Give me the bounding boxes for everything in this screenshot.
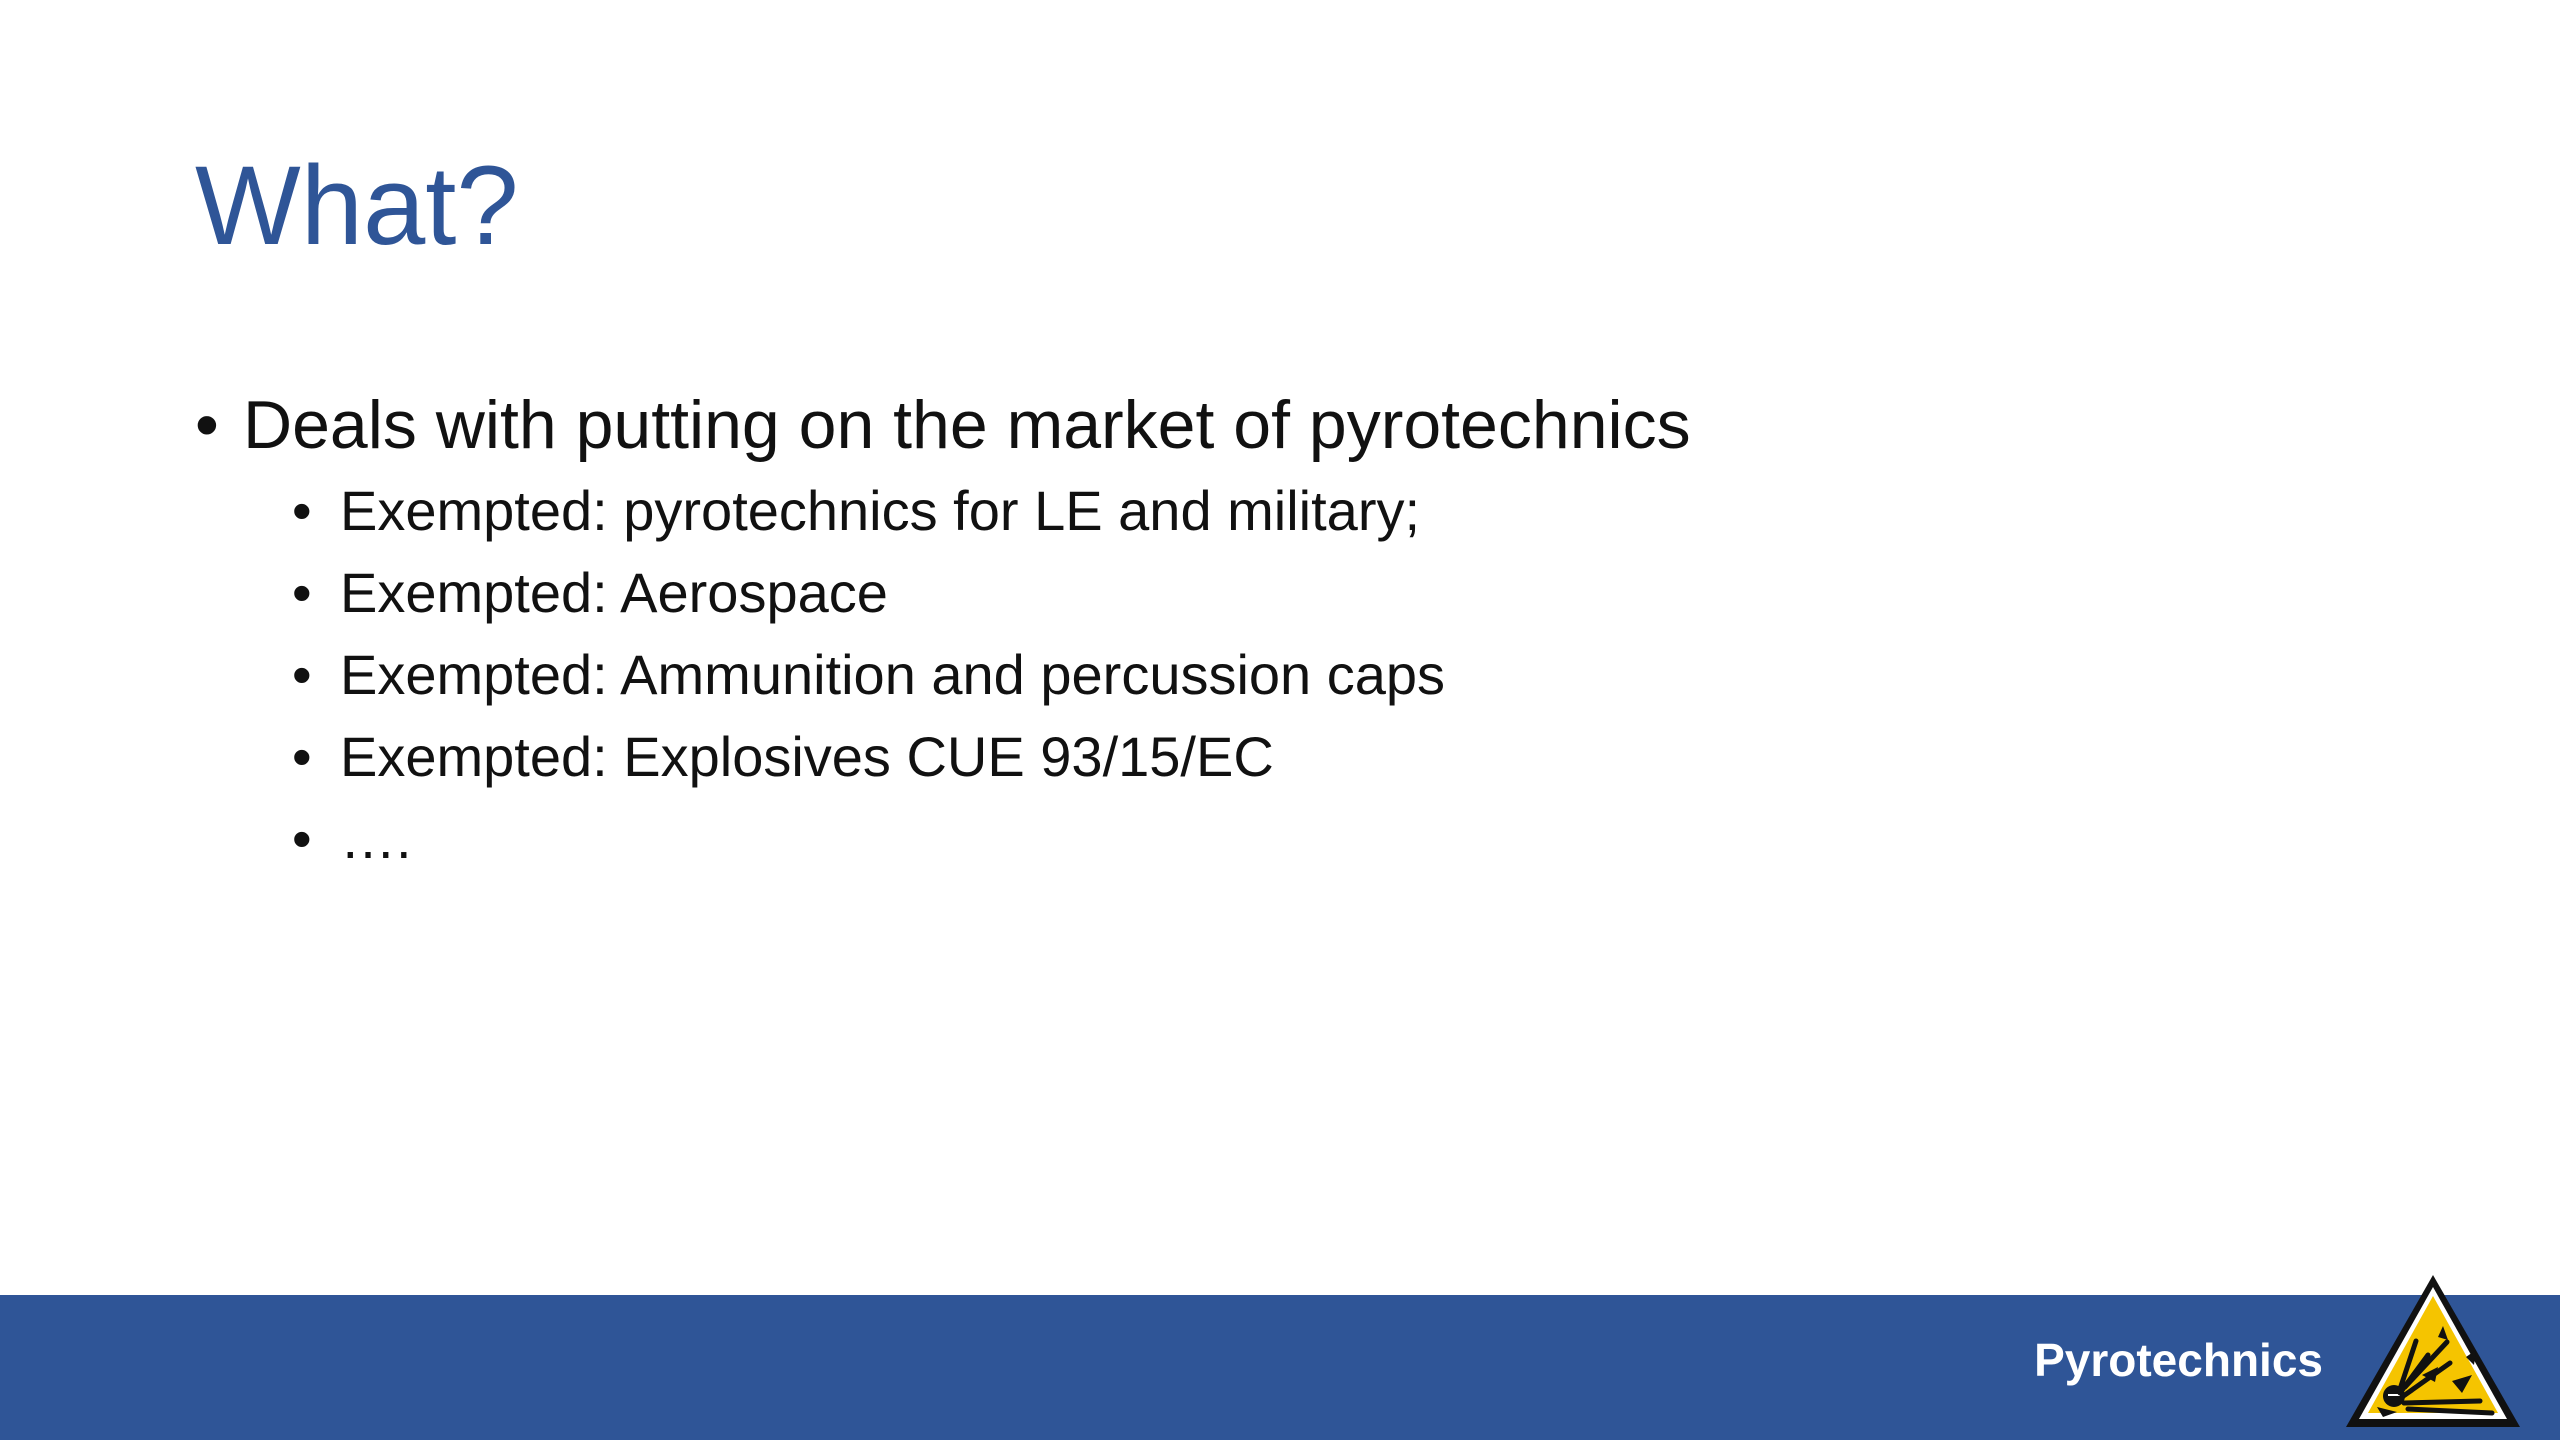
sub-bullet-item [292,559,2195,641]
bullet-icon: • [292,478,312,542]
footer-bar [0,1295,2560,1440]
bullet-icon: • [292,642,312,706]
sub-bullet-item [292,477,2195,559]
main-bullet-item [195,385,2195,467]
sub-bullet-text: Exempted: pyrotechnics for LE and military; [340,478,1421,542]
sub-bullet-item [292,641,2195,723]
sub-bullet-item [292,723,2195,805]
sub-bullet-text: Exempted: Ammunition and percussion caps [340,642,1446,706]
sub-bullet-list [195,477,2195,887]
bullet-icon: • [195,387,219,463]
explosive-hazard-icon [2342,1271,2524,1433]
bullet-icon: • [292,724,312,788]
sub-bullet-text: …. [340,806,412,870]
slide-title: What? [195,143,519,268]
sub-bullet-text: Exempted: Explosives CUE 93/15/EC [340,724,1274,788]
bullet-icon: • [292,560,312,624]
bullet-icon: • [292,806,312,870]
slide-content [195,385,2195,887]
main-bullet-text: Deals with putting on the market of pyrotechnics [243,387,1691,463]
sub-bullet-text: Exempted: Aerospace [340,560,888,624]
footer-label: Pyrotechnics [2034,1334,2323,1386]
sub-bullet-item [292,805,2195,887]
